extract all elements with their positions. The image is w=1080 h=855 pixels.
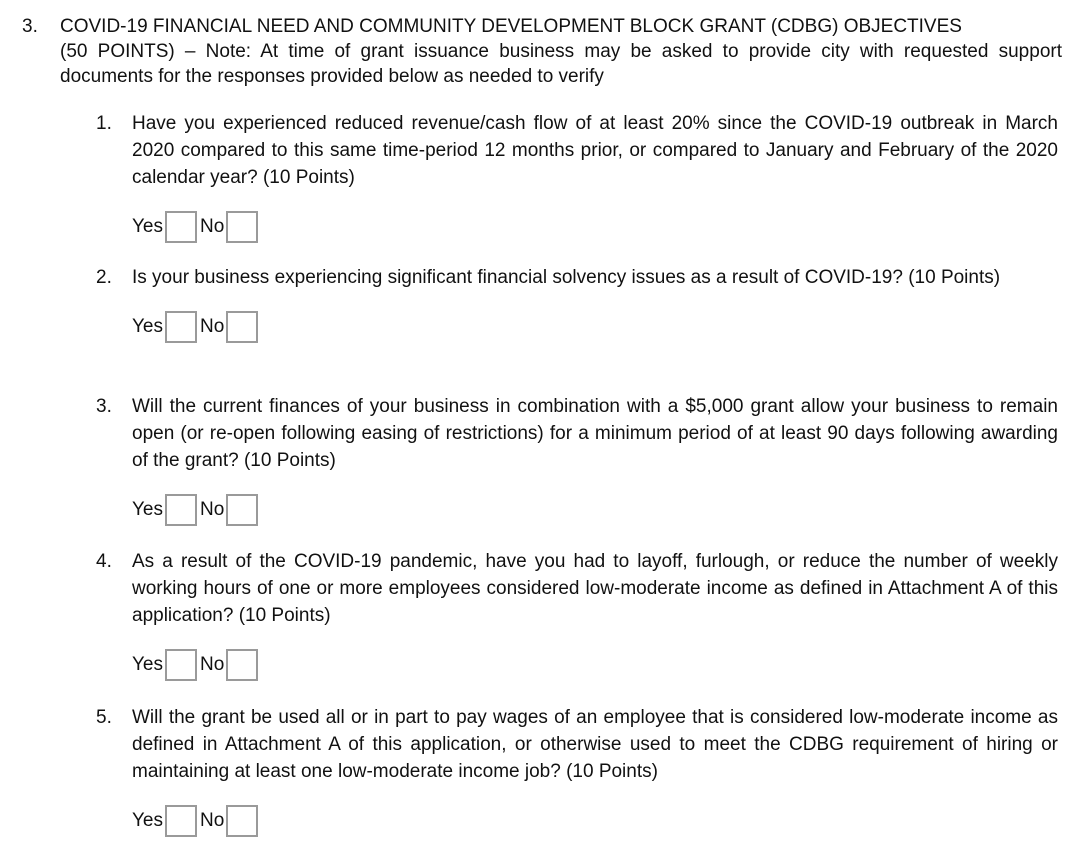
question-number: 1. bbox=[96, 113, 112, 134]
question-5 bbox=[96, 704, 1058, 840]
question-number: 5. bbox=[96, 707, 112, 728]
yes-no-answer bbox=[132, 308, 1058, 346]
question-text: As a result of the COVID-19 pandemic, have you had to layoff, furlough, or reduce the number of weekly working hours of one or more employees considered low-moderate income as defined in Attachment A of this application? (10 Points) bbox=[132, 551, 1058, 626]
no-label: No bbox=[200, 499, 225, 520]
no-label: No bbox=[200, 810, 225, 831]
question-1 bbox=[96, 110, 1058, 246]
yes-label: Yes bbox=[132, 810, 163, 831]
no-checkbox[interactable] bbox=[226, 805, 258, 837]
no-checkbox[interactable] bbox=[226, 494, 258, 526]
yes-checkbox[interactable] bbox=[165, 805, 197, 837]
section-header bbox=[22, 14, 1062, 89]
section-number: 3. bbox=[22, 16, 38, 37]
question-text: Have you experienced reduced revenue/cash flow of at least 20% since the COVID-19 outbreak in March 2020 compared to this same time-period 12 months prior, or compared to January and February of the 2020 calendar year? (10 Points) bbox=[132, 113, 1058, 188]
no-label: No bbox=[200, 654, 225, 675]
question-2 bbox=[96, 264, 1058, 346]
question-3 bbox=[96, 393, 1058, 529]
yes-checkbox[interactable] bbox=[165, 649, 197, 681]
yes-label: Yes bbox=[132, 216, 163, 237]
question-number: 4. bbox=[96, 551, 112, 572]
no-checkbox[interactable] bbox=[226, 649, 258, 681]
yes-checkbox[interactable] bbox=[165, 311, 197, 343]
yes-no-answer bbox=[132, 646, 1058, 684]
question-number: 2. bbox=[96, 267, 112, 288]
no-checkbox[interactable] bbox=[226, 311, 258, 343]
no-label: No bbox=[200, 216, 225, 237]
section-heading-text bbox=[60, 14, 1062, 89]
question-text: Is your business experiencing significant financial solvency issues as a result of COVID-19? (10 Points) bbox=[132, 267, 1001, 288]
question-number: 3. bbox=[96, 396, 112, 417]
yes-label: Yes bbox=[132, 499, 163, 520]
yes-no-answer bbox=[132, 802, 1058, 840]
section-note: (50 POINTS) – Note: At time of grant issuance business may be asked to provide city with requested support documents for the responses provided below as needed to verify bbox=[60, 41, 1062, 87]
yes-label: Yes bbox=[132, 316, 163, 337]
section-title: COVID-19 FINANCIAL NEED AND COMMUNITY DEVELOPMENT BLOCK GRANT (CDBG) OBJECTIVES bbox=[60, 16, 962, 37]
question-4 bbox=[96, 548, 1058, 684]
no-label: No bbox=[200, 316, 225, 337]
yes-no-answer bbox=[132, 208, 1058, 246]
yes-checkbox[interactable] bbox=[165, 211, 197, 243]
yes-checkbox[interactable] bbox=[165, 494, 197, 526]
yes-label: Yes bbox=[132, 654, 163, 675]
section-3 bbox=[22, 14, 1062, 89]
yes-no-answer bbox=[132, 491, 1058, 529]
question-text: Will the current finances of your business in combination with a $5,000 grant allow your business to remain open (or re-open following easing of restrictions) for a minimum period of at least 90 days following awarding of the grant? (10 Points) bbox=[132, 396, 1058, 471]
question-text: Will the grant be used all or in part to pay wages of an employee that is considered low-moderate income as defined in Attachment A of this application, or otherwise used to meet the CDBG requirement of hiring or maintaining at least one low-moderate income job? (10 Points) bbox=[132, 707, 1058, 782]
no-checkbox[interactable] bbox=[226, 211, 258, 243]
